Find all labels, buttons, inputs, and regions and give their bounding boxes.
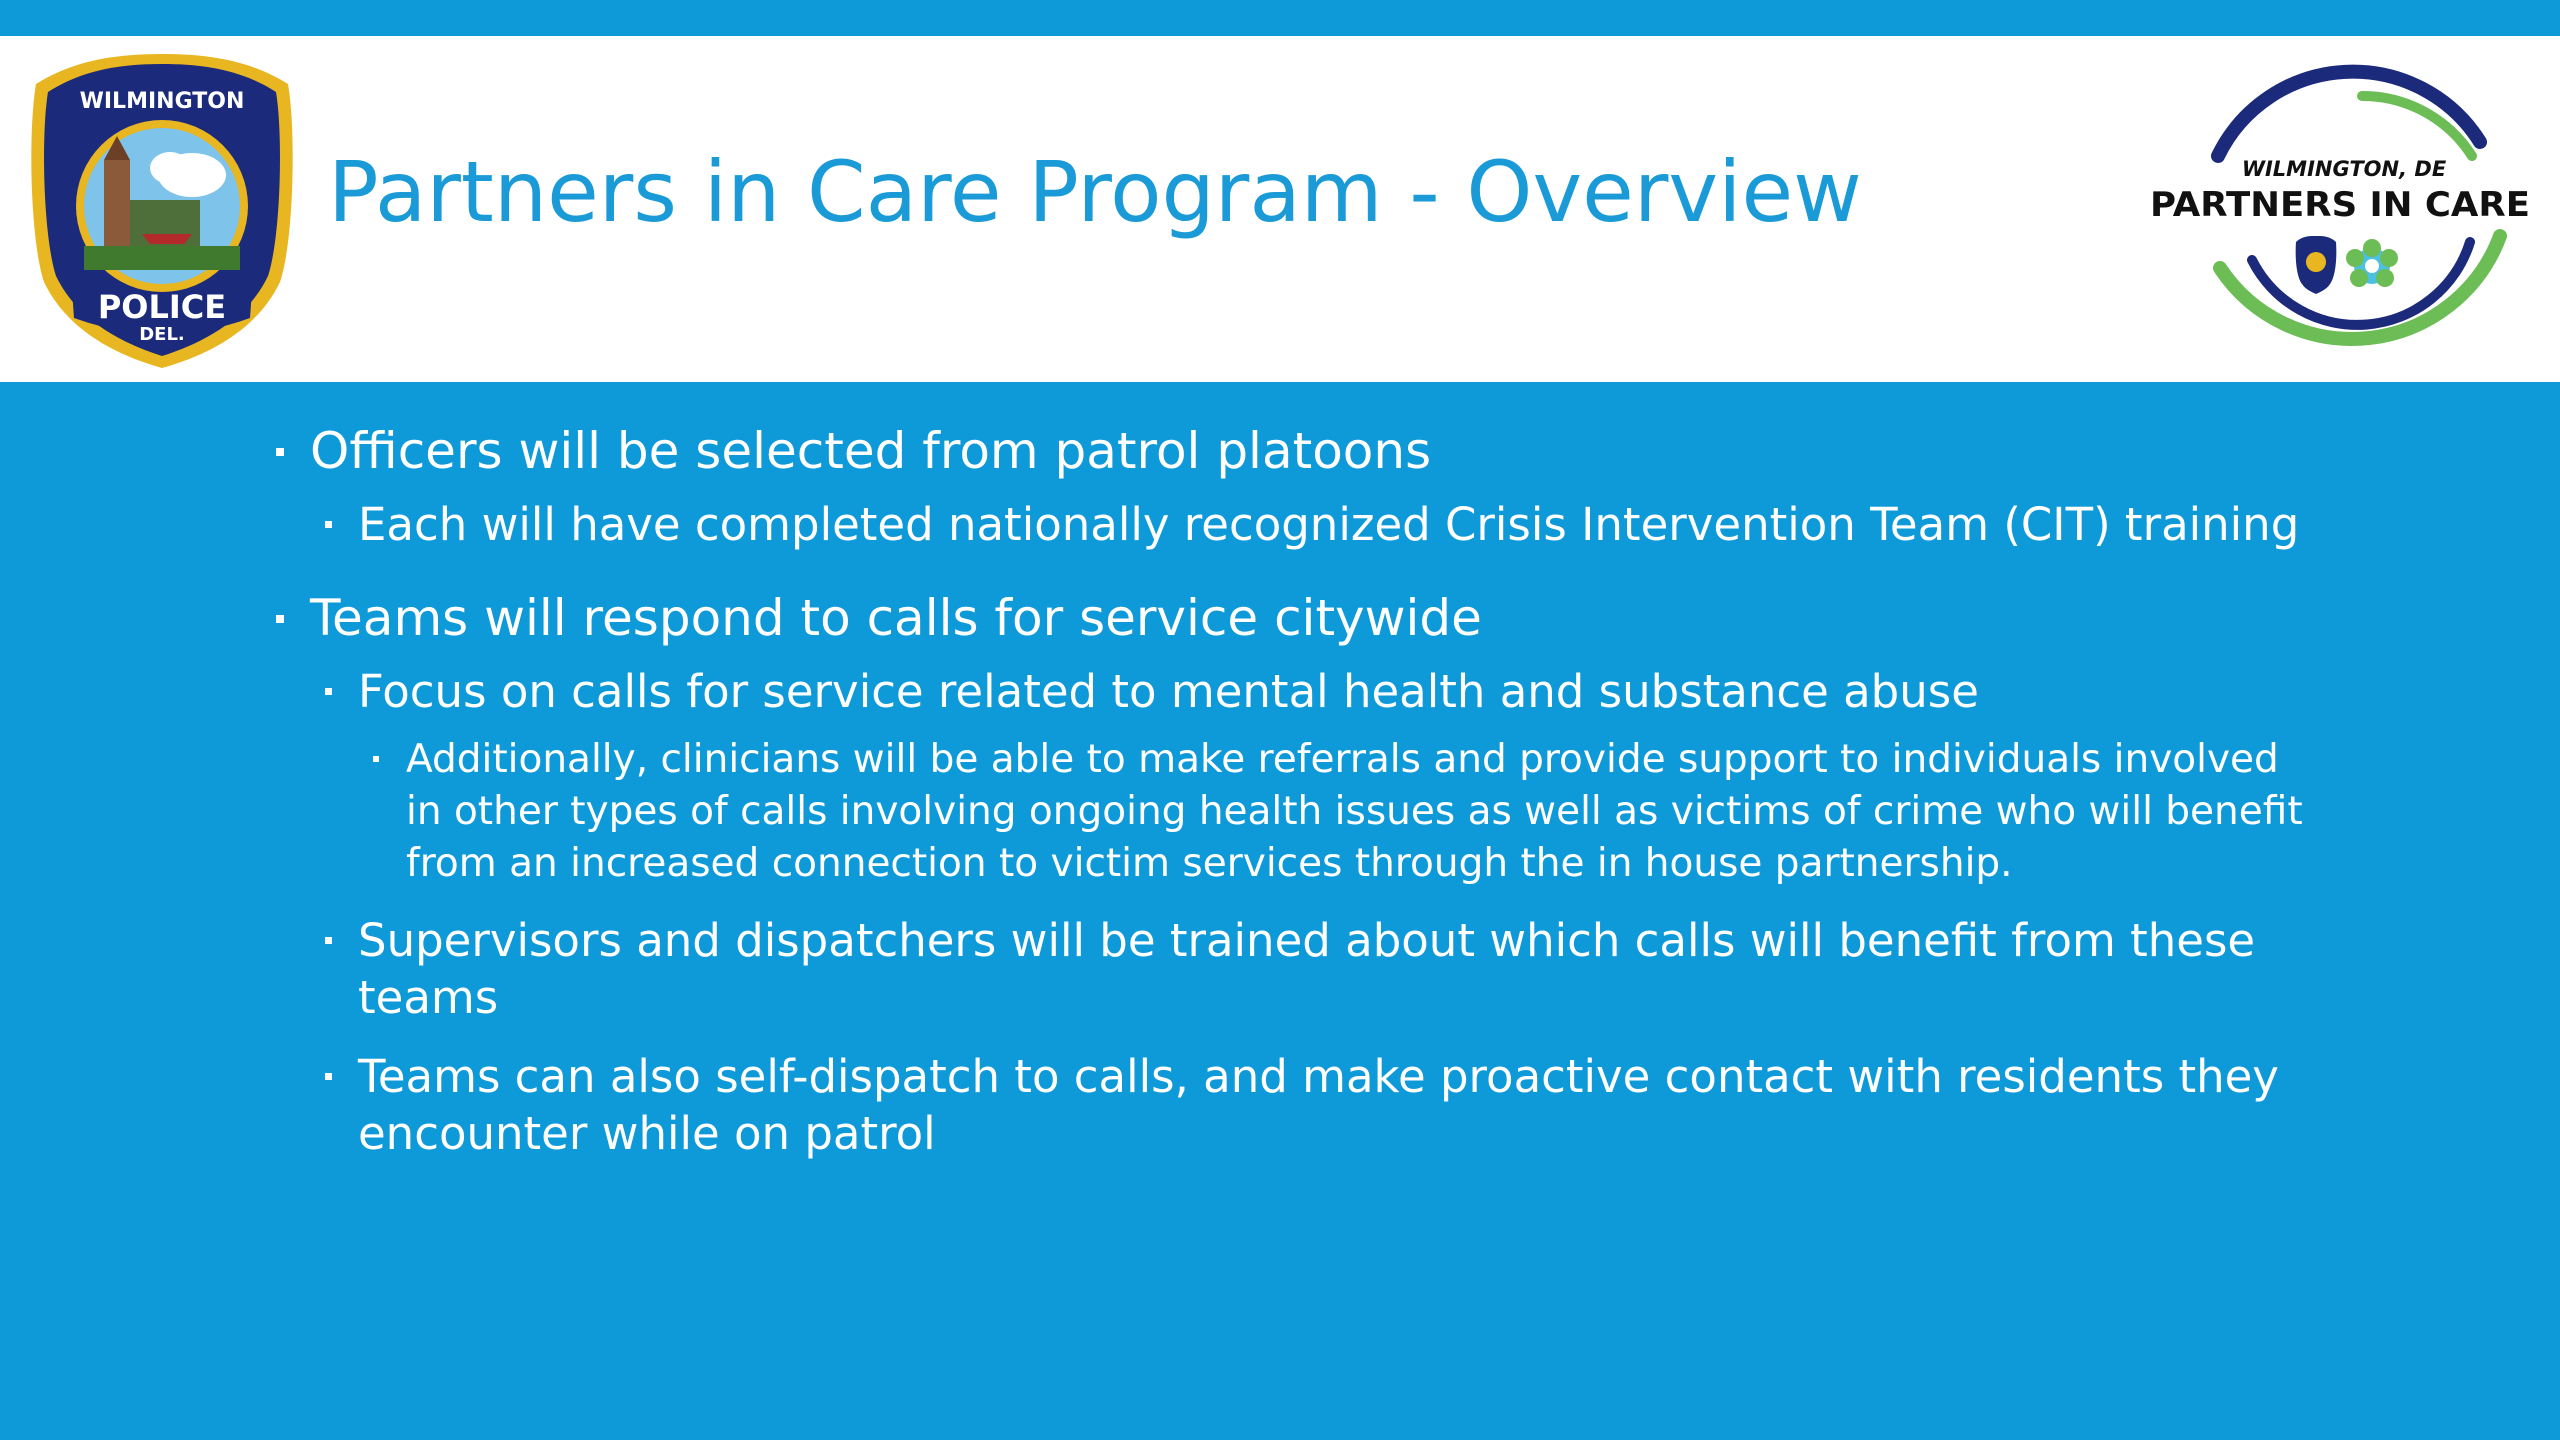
bullet-dot	[373, 756, 379, 762]
top-accent-strip	[0, 0, 2560, 36]
bullet-level2	[270, 912, 2320, 1026]
bullet-dot	[276, 448, 284, 456]
bullet-dot	[325, 1073, 332, 1080]
flower-icon	[2346, 239, 2398, 287]
bullet-text: Supervisors and dispatchers will be trained about which calls will benefit from these teams	[358, 914, 2256, 1024]
bullet-text: Officers will be selected from patrol platoons	[310, 422, 1432, 480]
badge-state-text: DEL.	[139, 324, 185, 345]
bullet-text: Focus on calls for service related to mental health and substance abuse	[358, 665, 1979, 718]
bullet-text: Teams can also self-dispatch to calls, and make proactive contact with residents they encounter while on patrol	[358, 1050, 2279, 1160]
slide-content	[270, 420, 2320, 1162]
bullet-dot	[325, 937, 332, 944]
bullet-level2	[270, 496, 2320, 553]
bullet-dot	[325, 688, 332, 695]
bullet-text: Additionally, clinicians will be able to make referrals and provide support to individuals involved in other types of calls involving ongoing health issues as well as victims of crime who will benefit from an increased connection to victim services through the in house partnership.	[406, 737, 2303, 886]
bullet-level1	[270, 587, 2320, 649]
bullet-text: Each will have completed nationally recognized Crisis Intervention Team (CIT) training	[358, 498, 2300, 551]
logo-program-text: PARTNERS IN CARE	[2150, 185, 2530, 225]
bullet-level2	[270, 1048, 2320, 1162]
bullet-level1	[270, 420, 2320, 482]
badge-top-text: WILMINGTON	[79, 89, 245, 114]
partners-in-care-logo	[2140, 46, 2540, 376]
bullet-dot	[276, 615, 284, 623]
bullet-dot	[325, 521, 332, 528]
bullet-level2	[270, 663, 2320, 720]
slide-title: Partners in Care Program - Overview	[328, 143, 1862, 241]
bullet-text: Teams will respond to calls for service citywide	[310, 589, 1482, 647]
badge-police-text: POLICE	[97, 288, 227, 326]
bullet-level3	[270, 734, 2320, 890]
logo-city-text: WILMINGTON, DE	[2241, 157, 2447, 181]
police-badge-logo	[22, 50, 302, 372]
